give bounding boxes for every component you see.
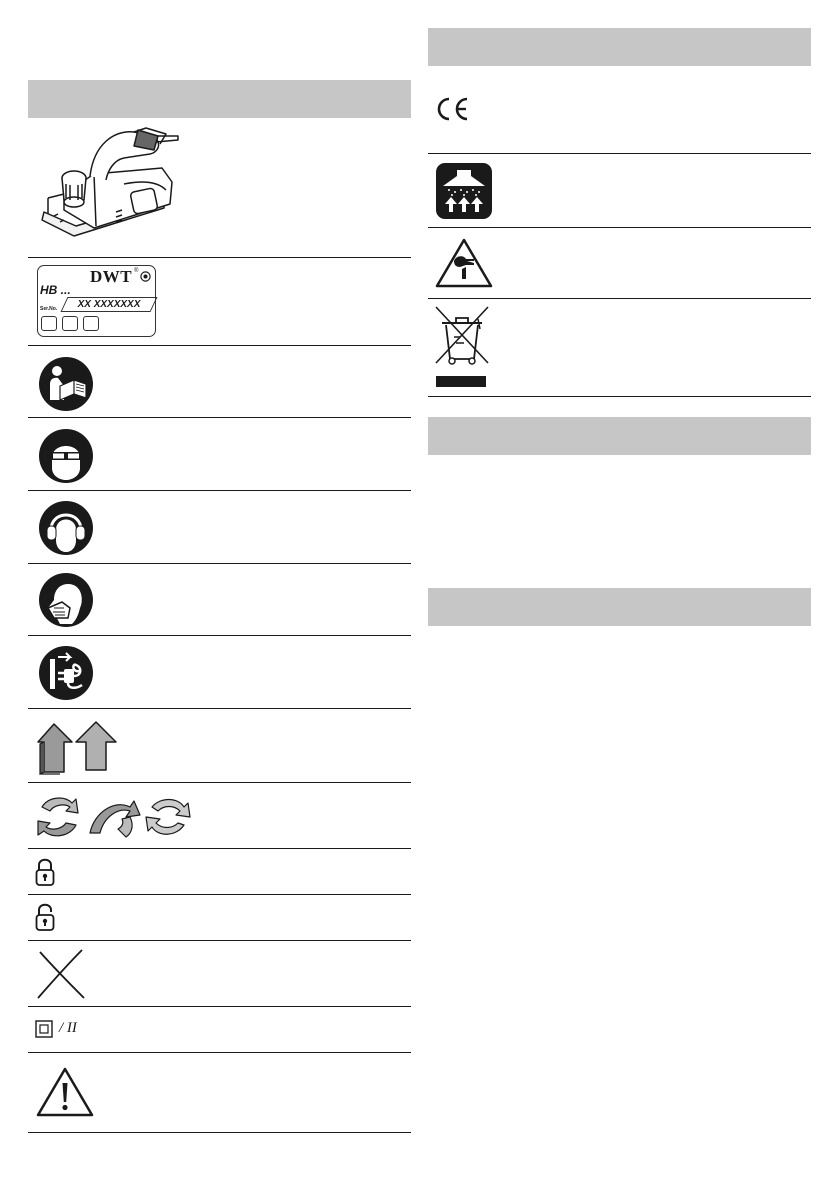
cert-box [83, 316, 99, 331]
divider [28, 345, 411, 346]
rotation-arrows-icon [34, 793, 192, 841]
prohibited-cross-icon [36, 948, 86, 1000]
model-text: HB ... [40, 283, 71, 297]
serial-value: XX XXXXXXX [77, 299, 141, 310]
serial-label: Ser.No. [40, 306, 58, 312]
double-insulation-icon [35, 1020, 53, 1038]
dust-extraction-icon [435, 162, 493, 220]
lock-open-icon [35, 902, 57, 932]
rating-label-icon [37, 265, 156, 337]
warning-triangle-icon [35, 1066, 95, 1118]
lock-closed-icon [35, 857, 55, 887]
weee-bin-icon [434, 305, 490, 389]
cut-hazard-icon [434, 237, 494, 289]
divider [428, 153, 811, 154]
cert-box [41, 316, 57, 331]
divider [428, 227, 811, 228]
brand-text: DWT [90, 267, 133, 286]
unplug-icon [38, 645, 94, 701]
insulation-class-text: / II [59, 1020, 77, 1036]
divider [428, 298, 811, 299]
ce-mark-icon [434, 96, 470, 122]
divider [28, 708, 411, 709]
left-section-header-bar [28, 80, 411, 118]
right-section-header-bar [428, 588, 811, 626]
divider [28, 1006, 411, 1007]
serial-field [61, 297, 158, 312]
gear-logo-icon [140, 271, 151, 282]
divider [28, 782, 411, 783]
divider [28, 257, 411, 258]
read-manual-icon [38, 356, 94, 412]
cert-box [62, 316, 78, 331]
divider [428, 396, 811, 397]
dust-mask-icon [38, 572, 94, 628]
divider [28, 563, 411, 564]
divider [28, 848, 411, 849]
ear-protection-icon [38, 500, 94, 556]
registered-mark: ® [134, 268, 139, 274]
right-section-header-bar [428, 417, 811, 455]
divider [28, 1132, 411, 1133]
divider [28, 417, 411, 418]
divider [28, 490, 411, 491]
divider [28, 1052, 411, 1053]
right-section-header-bar [428, 28, 811, 66]
planer-illustration-icon [34, 124, 184, 246]
divider [28, 940, 411, 941]
up-arrows-icon [34, 718, 120, 776]
divider [28, 635, 411, 636]
divider [28, 894, 411, 895]
eye-protection-icon [38, 428, 94, 484]
